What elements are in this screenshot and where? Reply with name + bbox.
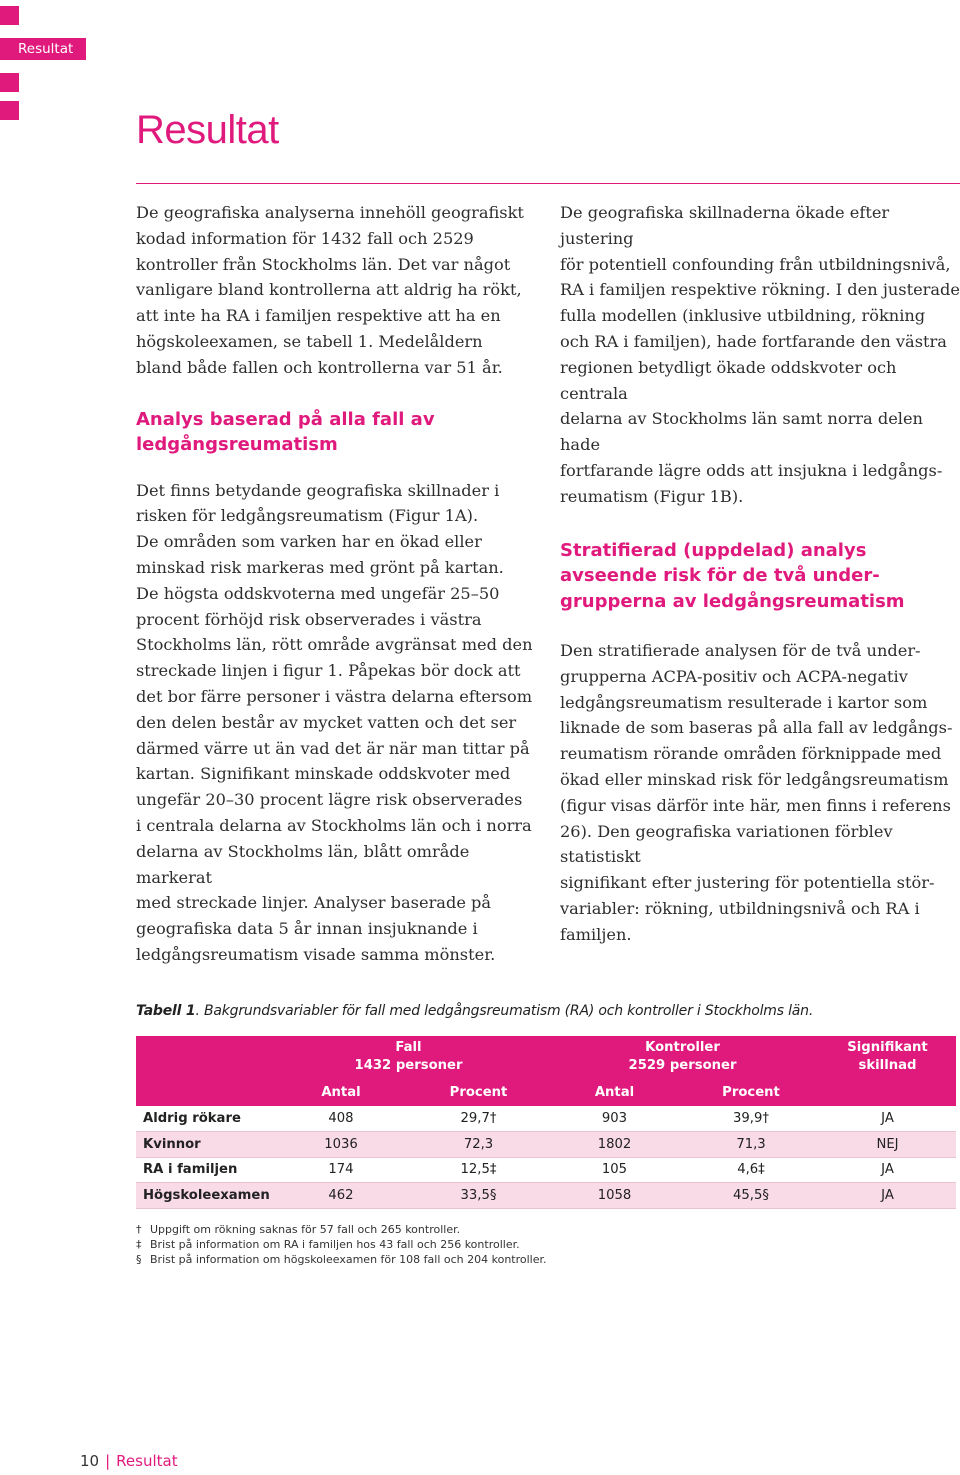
- cell-signifikant: JA: [819, 1106, 956, 1132]
- table-header-blank: [136, 1036, 271, 1080]
- all-cases-paragraph: Det finns betydande geografiska skillnader i risken för ledgångsreumatism (Figur 1A). De områden som varken har en ökad eller minskad risk markeras med grönt på kartan. De högsta oddskvoterna med ungefär 25–50 procent förhöjd risk observerades i västra Stockholms län, rött område avgränsat med den streckade linjen i figur 1. Påpekas bör dock att det bor färre personer i västra delarna eftersom den delen består av mycket vatten och det ser därmed värre ut än vad det är när man tittar på kartan. Signifikant minskade oddskvoter med ungefär 20–30 procent lägre risk observerades i centrala delarna av Stockholms län och i norra delarna av Stockholms län, blått område markerat med streckade linjer. Analyser baserade på geografiska data 5 år innan insjuknande i ledgångsreumatism visade samma mönster.: [136, 480, 533, 964]
- footnote-symbol: ‡: [136, 1238, 142, 1251]
- section-heading-all-cases: Analys baserad på alla fall av ledgångsreumatism: [136, 408, 435, 456]
- footnote-symbol: §: [136, 1253, 142, 1266]
- table-row: [136, 1132, 956, 1158]
- cell-signifikant: JA: [819, 1157, 956, 1183]
- row-label: Aldrig rökare: [136, 1106, 271, 1132]
- table-footnotes: [136, 1222, 547, 1267]
- group-header-fall: Fall 1432 personer: [271, 1036, 546, 1080]
- footer-section: Resultat: [116, 1452, 178, 1470]
- col-header-procent-kontroller: Procent: [683, 1080, 819, 1106]
- table-caption: [136, 1003, 960, 1019]
- page-number: 10: [80, 1452, 100, 1470]
- table-row: [136, 1106, 956, 1132]
- decor-square-3: [0, 101, 19, 120]
- cell-fall-procent: 72,3: [411, 1132, 546, 1158]
- right-column: [560, 200, 960, 948]
- footer-separator: |: [105, 1452, 111, 1470]
- section-tab: Resultat: [0, 38, 86, 60]
- cell-kontroll-procent: 39,9†: [683, 1106, 819, 1132]
- cell-kontroll-antal: 1802: [546, 1132, 683, 1158]
- col-header-procent-fall: Procent: [411, 1080, 546, 1106]
- footnote: [136, 1237, 547, 1252]
- stratified-paragraph: Den stratifierade analysen för de två under- grupperna ACPA-positiv och ACPA-negativ ledgångsreumatism resulterade i kartor som liknade de som baseras på alla fall av ledgångs- reumatism rörande områden förknippade med ökad eller minskad risk för ledgångsreumatism (figur visas därför inte här, men finns i referens 26). Den geografiska variationen förblev statistiskt signifikant efter justering för potentiella stör- variabler: rökning, utbildningsnivå och RA i familjen.: [560, 641, 953, 944]
- cell-kontroll-antal: 903: [546, 1106, 683, 1132]
- cell-fall-antal: 408: [271, 1106, 411, 1132]
- footnote-text: Uppgift om rökning saknas för 57 fall och 265 kontroller.: [150, 1223, 461, 1236]
- table-caption-text: . Bakgrundsvariabler för fall med ledgångsreumatism (RA) och kontroller i Stockholms län.: [195, 1003, 814, 1019]
- decor-square-2: [0, 73, 19, 92]
- cell-fall-procent: 12,5‡: [411, 1157, 546, 1183]
- footnote: [136, 1222, 547, 1237]
- cell-signifikant: JA: [819, 1183, 956, 1209]
- row-label: Kvinnor: [136, 1132, 271, 1158]
- row-label: Högskoleexamen: [136, 1183, 271, 1209]
- footnote-text: Brist på information om RA i familjen hos 43 fall och 256 kontroller.: [150, 1238, 520, 1251]
- decor-square-1: [0, 6, 19, 25]
- title-divider: [136, 183, 960, 184]
- cell-kontroll-procent: 4,6‡: [683, 1157, 819, 1183]
- left-column: [136, 200, 536, 968]
- cell-fall-antal: 1036: [271, 1132, 411, 1158]
- row-label: RA i familjen: [136, 1157, 271, 1183]
- col-header-antal-fall: Antal: [271, 1080, 411, 1106]
- table-row: [136, 1183, 956, 1209]
- adjustment-paragraph: De geografiska skillnaderna ökade efter justering för potentiell confounding från utbildningsnivå, RA i familjen respektive rökning. I den justerade fulla modellen (inklusive utbildning, rökning och RA i familjen), hade fortfarande den västra regionen betydligt ökade oddskvoter och centrala delarna av Stockholms län samt norra delen hade fortfarande lägre odds att insjukna i ledgångs- reumatism (Figur 1B).: [560, 203, 960, 506]
- intro-paragraph: De geografiska analyserna innehöll geografiskt kodad information för 1432 fall och 2529 kontroller från Stockholms län. Det var något vanligare bland kontrollerna att aldrig ha rökt, att inte ha RA i familjen respektive att ha en högskoleexamen, se tabell 1. Medelåldern bland både fallen och kontrollerna var 51 år.: [136, 203, 524, 377]
- cell-kontroll-procent: 71,3: [683, 1132, 819, 1158]
- cell-fall-procent: 33,5§: [411, 1183, 546, 1209]
- cell-fall-procent: 29,7†: [411, 1106, 546, 1132]
- footnote-text: Brist på information om högskoleexamen för 108 fall och 204 kontroller.: [150, 1253, 547, 1266]
- page-title: Resultat: [136, 108, 279, 152]
- footnote: [136, 1252, 547, 1267]
- cell-fall-antal: 462: [271, 1183, 411, 1209]
- group-header-signifikant: Signifikant skillnad: [819, 1036, 956, 1106]
- background-variables-table: [136, 1036, 956, 1209]
- footnote-symbol: †: [136, 1223, 142, 1236]
- col-header-antal-kontroller: Antal: [546, 1080, 683, 1106]
- table-row: [136, 1157, 956, 1183]
- group-header-kontroller: Kontroller 2529 personer: [546, 1036, 819, 1080]
- page-footer: [80, 1452, 178, 1470]
- table-caption-label: Tabell 1: [136, 1003, 196, 1019]
- section-heading-stratified: Stratifierad (uppdelad) analys avseende risk för de två under- grupperna av ledgångsreumatism: [560, 539, 905, 612]
- cell-kontroll-antal: 105: [546, 1157, 683, 1183]
- cell-fall-antal: 174: [271, 1157, 411, 1183]
- cell-kontroll-procent: 45,5§: [683, 1183, 819, 1209]
- table-header-blank-2: [136, 1080, 271, 1106]
- cell-signifikant: NEJ: [819, 1132, 956, 1158]
- cell-kontroll-antal: 1058: [546, 1183, 683, 1209]
